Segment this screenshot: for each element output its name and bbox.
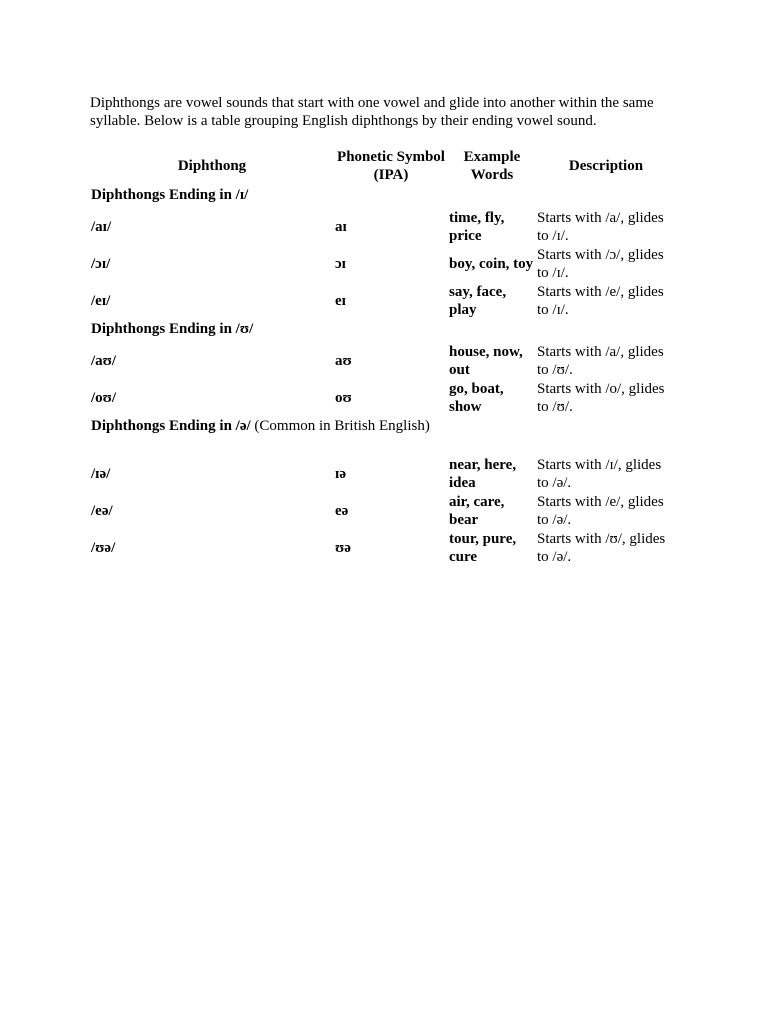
- table-row: [90, 342, 676, 379]
- group-title: Diphthongs Ending in /ʊ/: [91, 321, 254, 337]
- group-heading: [90, 185, 448, 208]
- group-heading: [90, 416, 448, 455]
- diphthong-cell: /aʊ/: [91, 352, 117, 369]
- diphthong-cell: /eɪ/: [91, 292, 111, 309]
- description-cell: Starts with /ɔ/, glides to /ɪ/.: [537, 246, 664, 281]
- diphthong-cell: /ʊə/: [91, 539, 116, 556]
- description-cell: Starts with /e/, glides to /ə/.: [537, 493, 664, 528]
- table-row: [90, 208, 676, 245]
- ipa-cell: ɔɪ: [335, 255, 346, 272]
- examples-cell: boy, coin, toy: [449, 255, 534, 272]
- table-row: [90, 379, 676, 416]
- diphthong-cell: /ɪə/: [91, 465, 111, 482]
- header-examples: Example Words: [463, 149, 521, 183]
- group-title: Diphthongs Ending in /ɪ/: [91, 187, 249, 203]
- examples-cell: tour, pure, cure: [449, 530, 517, 565]
- diphthong-table: [90, 147, 676, 566]
- description-cell: Starts with /ʊ/, glides to /ə/.: [537, 530, 666, 565]
- document-page: [90, 94, 690, 566]
- description-cell: Starts with /a/, glides to /ɪ/.: [537, 209, 664, 244]
- group-row: [90, 319, 676, 342]
- ipa-cell: aɪ: [335, 218, 347, 235]
- header-description: Description: [568, 158, 644, 174]
- header-diphthong: Diphthong: [177, 158, 247, 174]
- description-cell: Starts with /e/, glides to /ɪ/.: [537, 283, 664, 318]
- description-cell: Starts with /a/, glides to /ʊ/.: [537, 343, 664, 378]
- table-row: [90, 529, 676, 566]
- diphthong-cell: /aɪ/: [91, 218, 112, 235]
- examples-cell: go, boat, show: [449, 380, 504, 415]
- group-row: [90, 416, 676, 455]
- diphthong-cell: /oʊ/: [91, 389, 117, 406]
- examples-cell: house, now, out: [449, 343, 523, 378]
- ipa-cell: ʊə: [335, 539, 351, 556]
- header-ipa: Phonetic Symbol (IPA): [337, 149, 445, 183]
- examples-cell: air, care, bear: [449, 493, 505, 528]
- table-header-row: [90, 147, 676, 185]
- ipa-cell: aʊ: [335, 352, 352, 369]
- ipa-cell: oʊ: [335, 389, 352, 406]
- ipa-cell: eɪ: [335, 292, 346, 309]
- group-row: [90, 185, 676, 208]
- examples-cell: time, fly, price: [449, 209, 505, 244]
- description-cell: Starts with /o/, glides to /ʊ/.: [537, 380, 665, 415]
- table-row: [90, 455, 676, 492]
- table-row: [90, 492, 676, 529]
- examples-cell: say, face, play: [449, 283, 507, 318]
- examples-cell: near, here, idea: [449, 456, 517, 491]
- ipa-cell: ɪə: [335, 465, 346, 482]
- group-note: (Common in British English): [250, 418, 430, 434]
- table-row: [90, 282, 676, 319]
- group-heading: [90, 319, 448, 342]
- intro-paragraph: Diphthongs are vowel sounds that start with one vowel and glide into another within the same syllable. Below is a table grouping English diphthongs by their ending vowel sound.: [90, 95, 654, 129]
- description-cell: Starts with /ɪ/, glides to /ə/.: [537, 456, 662, 491]
- table-row: [90, 245, 676, 282]
- ipa-cell: eə: [335, 502, 349, 519]
- diphthong-cell: /eə/: [91, 502, 113, 519]
- diphthong-cell: /ɔɪ/: [91, 255, 111, 272]
- group-title: Diphthongs Ending in /ə/: [91, 418, 251, 434]
